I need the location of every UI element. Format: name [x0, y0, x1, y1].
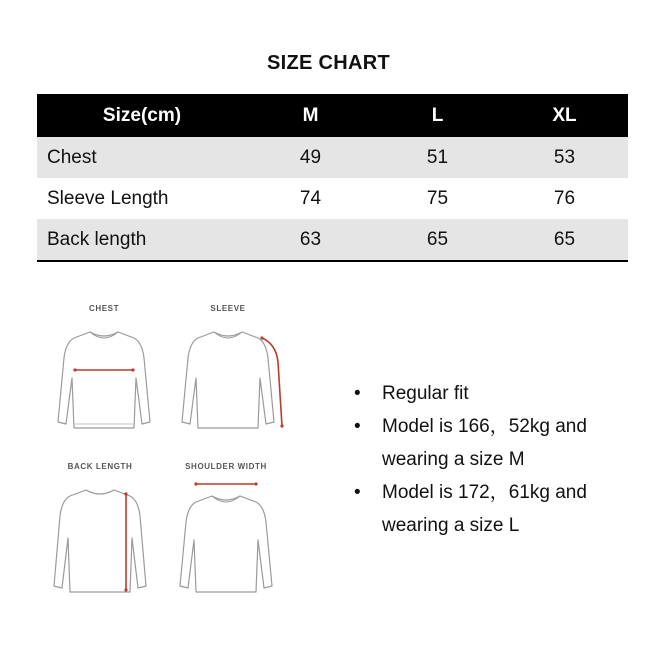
sweater-sleeve-icon — [178, 318, 288, 438]
chest-diagram — [54, 304, 154, 434]
list-item — [354, 377, 652, 410]
note-text: Regular fit — [382, 383, 469, 404]
header-size: Size(cm) — [37, 94, 247, 137]
table-cell: 76 — [553, 187, 576, 209]
table-cell: 65 — [374, 219, 501, 261]
page-title: SIZE CHART — [267, 52, 390, 74]
chest-caption: CHEST — [88, 304, 120, 313]
table-row-sleeve-length — [37, 178, 628, 219]
back-length-caption: BACK LENGTH — [67, 462, 133, 471]
table-cell: 63 — [247, 219, 374, 261]
back-length-diagram — [50, 462, 150, 597]
sweater-shoulder-width-icon — [176, 476, 276, 601]
table-row-back-length — [37, 219, 628, 261]
table-header-row — [37, 94, 628, 137]
header-xl: XL — [501, 94, 628, 137]
table-row-chest — [37, 137, 628, 178]
sweater-back-length-icon — [50, 476, 150, 601]
bullet: • — [354, 416, 361, 437]
row-label: Back length — [37, 219, 247, 261]
sleeve-caption: SLEEVE — [210, 304, 246, 313]
sleeve-diagram — [178, 304, 288, 434]
table-cell: 49 — [247, 137, 374, 178]
size-table — [37, 94, 628, 262]
table-cell: 51 — [374, 137, 501, 178]
header-l: L — [374, 94, 501, 137]
list-item — [354, 476, 652, 542]
bullet: • — [354, 383, 361, 404]
row-label: Sleeve Length — [47, 187, 169, 209]
bullet: • — [354, 482, 361, 503]
table-cell: 74 — [299, 187, 322, 209]
shoulder-width-diagram — [176, 462, 276, 597]
list-item — [354, 410, 652, 476]
note-text: Model is 172，61kg and wearing a size L — [382, 482, 587, 536]
table-cell: 53 — [501, 137, 628, 178]
shoulder-width-caption: SHOULDER WIDTH — [185, 462, 267, 471]
note-text: Model is 166，52kg and wearing a size M — [382, 416, 587, 470]
row-label: Chest — [37, 137, 247, 178]
sweater-chest-icon — [54, 318, 154, 438]
fit-notes — [354, 377, 652, 542]
table-cell: 65 — [501, 219, 628, 261]
header-m: M — [247, 94, 374, 137]
table-cell: 75 — [426, 187, 449, 209]
